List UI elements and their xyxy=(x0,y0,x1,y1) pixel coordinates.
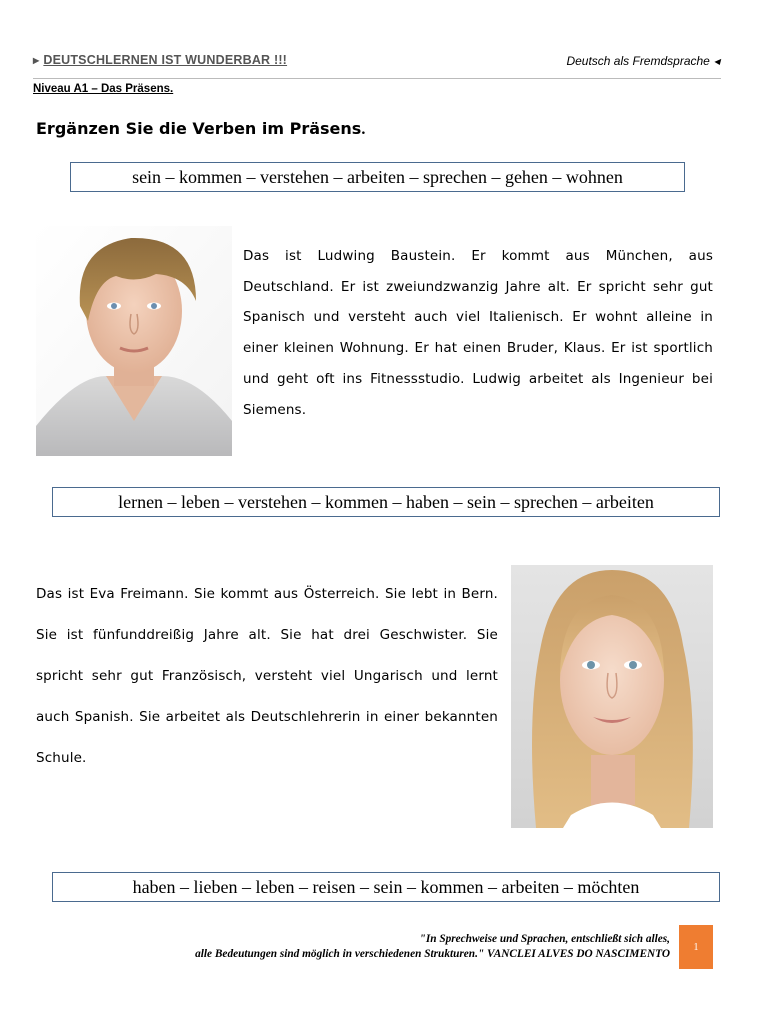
triangle-left-icon: ◀ xyxy=(713,57,720,66)
footer-quote: "In Sprechweise und Sprachen, entschließt sich alles, alle Bedeutungen sind möglich in verschiedenen Strukturen." VANCLEI ALVES DO NASCIMENTO xyxy=(195,933,670,960)
verb-box-3: haben – lieben – leben – reisen – sein – kommen – arbeiten – möchten xyxy=(52,872,720,902)
page-title: Ergänzen Sie die Verben im Präsens. xyxy=(36,119,366,138)
verb-box-1: sein – kommen – verstehen – arbeiten – sprechen – gehen – wohnen xyxy=(70,162,685,192)
level-label: Niveau A1 – Das Präsens. xyxy=(33,83,174,95)
header-divider xyxy=(33,78,721,79)
paragraph-ludwig: Das ist Ludwing Baustein. Er kommt aus München, aus Deutschland. Er ist zweiundzwanzig Jahre alt. Er spricht sehr gut Spanisch und versteht auch viel Italienisch. Er wohnt alleine in einer kleinen Wohnung. Er hat einen Bruder, Klaus. Er ist sportlich und geht oft ins Fitnessstudio. Ludwig arbeitet als Ingenieur bei Siemens. xyxy=(243,248,713,418)
verb-box-2: lernen – leben – verstehen – kommen – haben – sein – sprechen – arbeiten xyxy=(52,487,720,517)
photo-young-man xyxy=(36,226,232,456)
header-title: ▶ DEUTSCHLERNEN IST WUNDERBAR !!! xyxy=(33,53,288,67)
paragraph-eva: Das ist Eva Freimann. Sie kommt aus Österreich. Sie lebt in Bern. Sie ist fünfunddreißig Jahre alt. Sie hat drei Geschwister. Sie spricht sehr gut Französisch, versteht viel Ungarisch und lernt auch Spanish. Sie arbeitet als Deutschlehrerin in einer bekannten Schule. xyxy=(36,586,498,766)
page-number: 1 xyxy=(679,925,713,969)
photo-young-woman xyxy=(511,565,713,828)
triangle-right-icon: ▶ xyxy=(33,56,40,65)
header-subtitle: Deutsch als Fremdsprache ◀ xyxy=(566,54,720,68)
